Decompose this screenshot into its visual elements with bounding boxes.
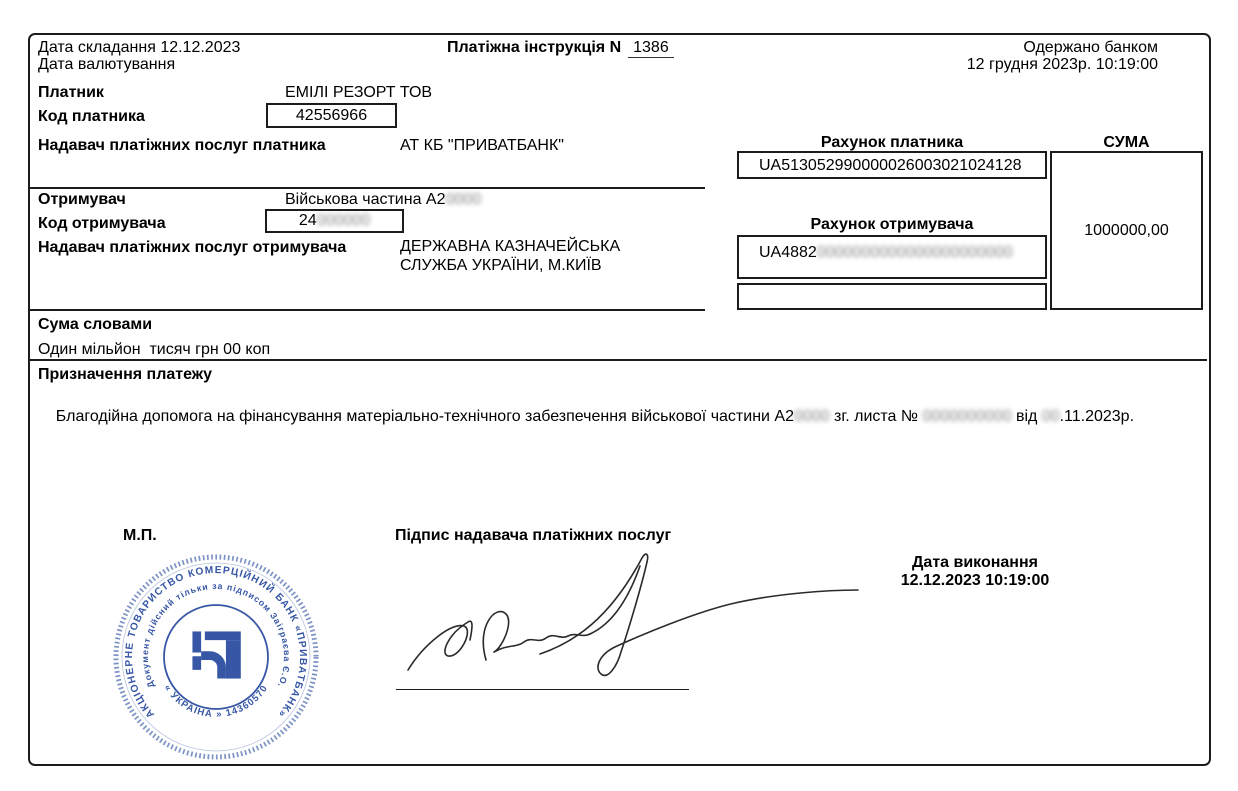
date-created-line xyxy=(38,39,240,57)
sum-header: СУМА xyxy=(1103,134,1150,151)
recipient-bank-line1: ДЕРЖАВНА КАЗНАЧЕЙСЬКА xyxy=(400,238,621,255)
purpose-part1: Благодійна допомога на фінансування матеріально-технічного забезпечення військової частини А2 xyxy=(55,408,794,425)
sum-value: 1000000,00 xyxy=(1084,221,1169,239)
signature-line xyxy=(396,689,689,690)
sum-box xyxy=(1050,151,1203,310)
recipient-code-label: Код отримувача xyxy=(38,215,166,232)
payer-code-value: 42556966 xyxy=(295,106,368,124)
doc-number: 1386 xyxy=(628,39,674,58)
divider-recipient-words xyxy=(30,309,705,311)
payer-code-label: Код платника xyxy=(38,108,145,125)
purpose-label: Призначення платежу xyxy=(38,366,213,383)
sum-words-value: Один мільйон тисяч грн 00 коп xyxy=(38,341,271,358)
recipient-account-redacted: 0000000000000000000000 xyxy=(816,244,1013,261)
date-created-value: 12.12.2023 xyxy=(160,39,241,56)
payer-account-header: Рахунок платника xyxy=(820,134,964,151)
purpose-text xyxy=(38,390,1203,444)
purpose-redacted-day: 00 xyxy=(1041,408,1060,425)
recipient-bank-label: Надавач платіжних послуг отримувача xyxy=(38,239,347,256)
payer-bank-label: Надавач платіжних послуг платника xyxy=(38,137,326,154)
stamp-ring-bottom-text: « УКРАЇНА » 14360570 xyxy=(161,682,271,721)
payer-account-box xyxy=(737,151,1047,179)
recipient-account-header: Рахунок отримувача xyxy=(810,216,974,233)
recipient-account-visible: UA4882 xyxy=(759,244,817,261)
bank-stamp-seal xyxy=(110,551,322,763)
recipient-bank-value xyxy=(400,237,620,275)
recipient-account-extra-box xyxy=(737,283,1047,310)
exec-date-label: Дата виконання xyxy=(912,554,1038,571)
recipient-label: Отримувач xyxy=(38,191,126,208)
divider-payer-recipient xyxy=(30,187,705,189)
received-datetime: 12 грудня 2023р. 10:19:00 xyxy=(966,56,1158,73)
purpose-part2: зг. листа № xyxy=(829,408,923,425)
recipient-account-value xyxy=(739,237,1045,262)
stamp-ring-inner-text: Документ дійсний тільки за підписом Заіграєва Є.О. xyxy=(139,580,293,690)
recipient-code-redacted: 000000 xyxy=(316,212,371,229)
doc-title xyxy=(447,39,674,58)
recipient-name-redacted: 0000 xyxy=(445,191,482,208)
purpose-part4: .11.2023р. xyxy=(1059,408,1135,425)
divider-words-purpose xyxy=(28,359,1207,361)
purpose-part3: від xyxy=(1011,408,1042,425)
payer-bank-value: АТ КБ "ПРИВАТБАНК" xyxy=(400,137,564,154)
payer-name: ЕМІЛІ РЕЗОРТ ТОВ xyxy=(285,84,433,101)
received-label: Одержано банком xyxy=(1023,39,1158,56)
recipient-name-visible: Військова частина А2 xyxy=(285,191,446,208)
privatbank-logo-icon xyxy=(192,631,240,678)
date-created-label: Дата складання xyxy=(38,39,156,56)
recipient-bank-line2: СЛУЖБА УКРАЇНИ, М.КИЇВ xyxy=(400,257,602,274)
date-valuation-label: Дата валютування xyxy=(38,56,176,73)
recipient-account-box xyxy=(737,235,1047,279)
recipient-code-visible: 24 xyxy=(298,212,317,229)
recipient-code-box xyxy=(265,209,404,233)
exec-datetime: 12.12.2023 10:19:00 xyxy=(900,572,1050,589)
payer-label: Платник xyxy=(38,84,104,101)
payer-account-value: UA513052990000026003021024128 xyxy=(759,157,1022,174)
mp-label: М.П. xyxy=(123,527,157,544)
payer-code-box xyxy=(266,103,397,128)
exec-date-block xyxy=(870,554,1080,590)
purpose-redacted-unit: 0000 xyxy=(793,408,830,425)
doc-title-label: Платіжна інструкція N xyxy=(447,39,622,56)
received-block xyxy=(967,39,1158,73)
stamp-ring-outer-text: АКЦІОНЕРНЕ ТОВАРИСТВО КОМЕРЦІЙНИЙ БАНК «ПРИВАТБАНК» xyxy=(123,564,309,720)
recipient-name xyxy=(285,191,481,209)
sum-words-label: Сума словами xyxy=(38,316,153,333)
handwritten-signature xyxy=(390,548,870,698)
purpose-redacted-letter-number: 0000000000 xyxy=(922,408,1012,425)
signature-section-label: Підпис надавача платіжних послуг xyxy=(395,527,672,544)
